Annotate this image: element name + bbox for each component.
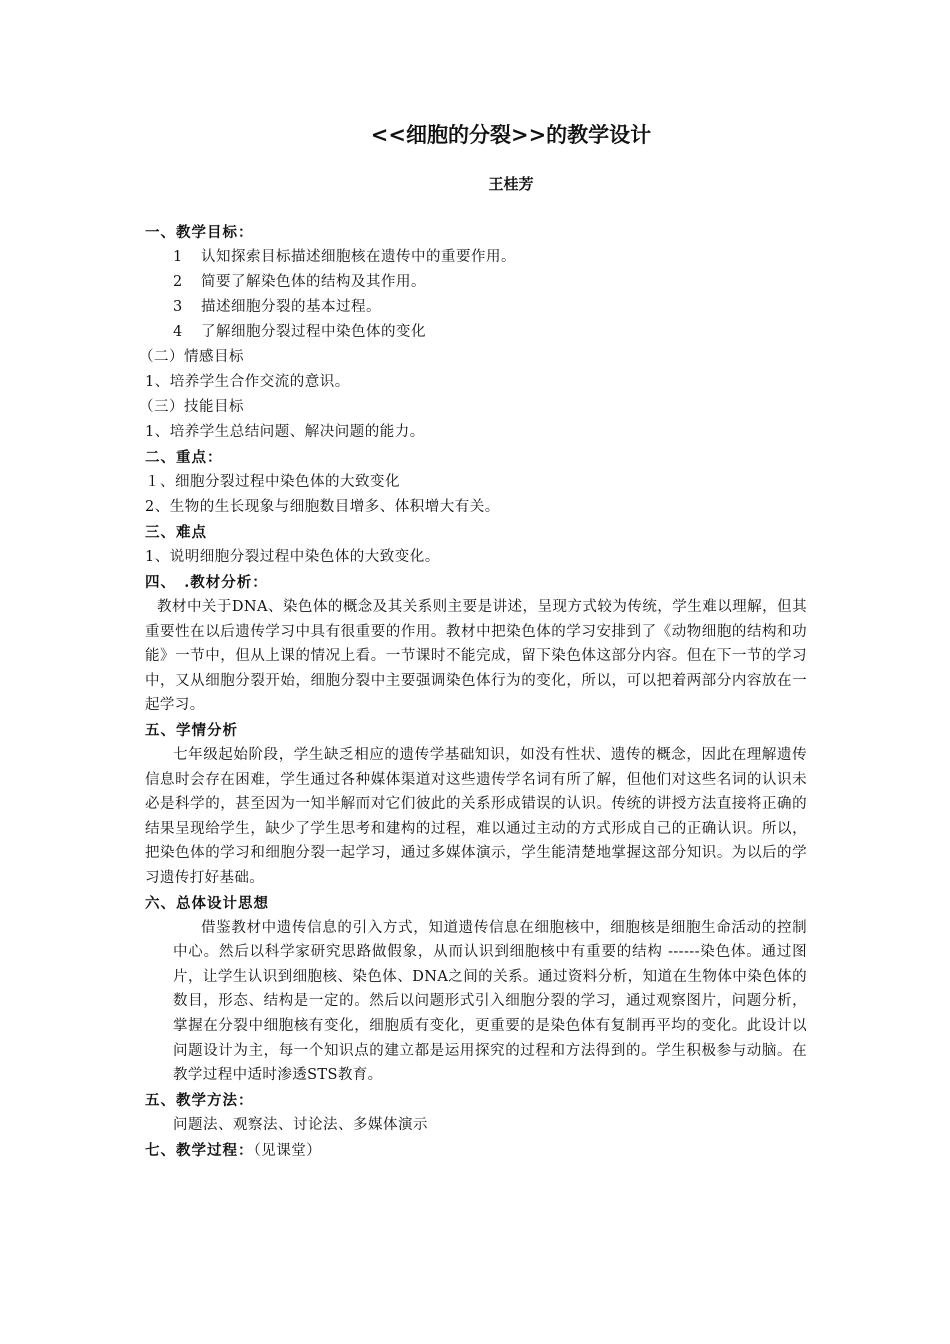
list-text: 认知探索目标描述细胞核在遗传中的重要作用。	[201, 249, 516, 265]
textbook-analysis-paragraph: 教材中关于DNA、染色体的概念及其关系则主要是讲述，呈现方式较为传统，学生难以理解，但其重要性在以后遗传学习中具有很重要的作用。教材中把染色体的学习安排到了《动物细胞的结构和功能》一节中，但从上课的情况上看。一节课时不能完成，留下染色体这部分内容。但在下一节的学习中，又从细胞分裂开始，细胞分裂中主要强调染色体行为的变化，所以，可以把着两部分内容放在一起学习。	[145, 599, 807, 714]
difficulty-item: 1、说明细胞分裂过程中染色体的大致变化。	[145, 549, 440, 565]
list-item	[145, 295, 807, 320]
list-item	[145, 270, 807, 295]
list-text: 描述细胞分裂的基本过程。	[201, 299, 381, 315]
teaching-process-note: （见课堂）	[253, 1142, 322, 1159]
section-heading-teaching-process: 七、教学过程：	[145, 1141, 254, 1159]
design-idea-paragraph: 借鉴教材中遗传信息的引入方式，知道遗传信息在细胞核中，细胞核是细胞生命活动的控制中心。然后以科学家研究思路做假象，从而认识到细胞核中有重要的结构 ------染色体。通过图片，让学生认识到细胞核、染色体、DNA之间的关系。通过资料分析，知道在生物体中染色体的数目，形态、结构是一定的。然后以问题形式引入细胞分裂的学习，通过观察图片，问题分析，掌握在分裂中细胞核有变化，细胞质有变化，更重要的是染色体有复制再平均的变化。此设计以问题设计为主，每一个知识点的建立都是运用探究的过程和方法得到的。学生积极参与动脑。在教学过程中适时渗透STS教育。	[173, 919, 807, 1084]
student-analysis-paragraph: 七年级起始阶段，学生缺乏相应的遗传学基础知识，如没有性状、遗传的概念，因此在理解遗传信息时会存在困难，学生通过各种媒体渠道对这些遗传学名词有所了解，但他们对这些名词的认识未必是科学的，甚至因为一知半解而对它们彼此的关系形成错误的认识。传统的讲授方法直接将正确的结果呈现给学生，缺少了学生思考和建构的过程，难以通过主动的方式形成自己的正确认识。所以，把染色体的学习和细胞分裂一起学习，通过多媒体演示，学生能清楚地掌握这部分知识。为以后的学习遗传打好基础。	[145, 746, 807, 886]
list-text: 了解细胞分裂过程中染色体的变化	[201, 324, 426, 340]
section-heading-textbook-analysis: 四、 .教材分析：	[145, 574, 268, 591]
list-number: 1	[173, 249, 183, 265]
section-heading-objectives: 一、教学目标：	[145, 224, 254, 241]
document-author: 王桂芳	[488, 175, 534, 193]
list-text: 简要了解染色体的结构及其作用。	[201, 274, 426, 290]
list-number: 3	[173, 299, 183, 315]
section-heading-design-idea: 六、总体设计思想	[145, 894, 269, 912]
section-heading-key-points: 二、重点：	[145, 449, 223, 466]
skill-item: 1、培养学生总结问题、解决问题的能力。	[145, 424, 425, 440]
subheading-skill: （三）技能目标	[139, 399, 244, 415]
emotion-item: 1、培养学生合作交流的意识。	[145, 374, 350, 390]
list-number: 2	[173, 274, 183, 290]
key-point-item: 2、生物的生长现象与细胞数目增多、体积增大有关。	[145, 499, 500, 515]
document-page	[139, 118, 807, 1163]
teaching-methods-item: 问题法、观察法、讨论法、多媒体演示	[173, 1116, 428, 1133]
section-heading-difficulty: 三、难点	[145, 524, 207, 541]
subheading-emotion: （二）情感目标	[139, 349, 244, 365]
section-heading-student-analysis: 五、学情分析	[145, 721, 238, 739]
document-body	[139, 220, 807, 1163]
teaching-process-line	[145, 1138, 807, 1163]
section-heading-teaching-methods: 五、教学方法：	[145, 1091, 254, 1109]
key-point-item: １、细胞分裂过程中染色体的大致变化	[145, 474, 400, 490]
list-item	[145, 320, 807, 345]
list-item	[145, 245, 807, 270]
document-title: <<细胞的分裂>>的教学设计	[370, 122, 652, 147]
list-number: 4	[173, 324, 183, 340]
